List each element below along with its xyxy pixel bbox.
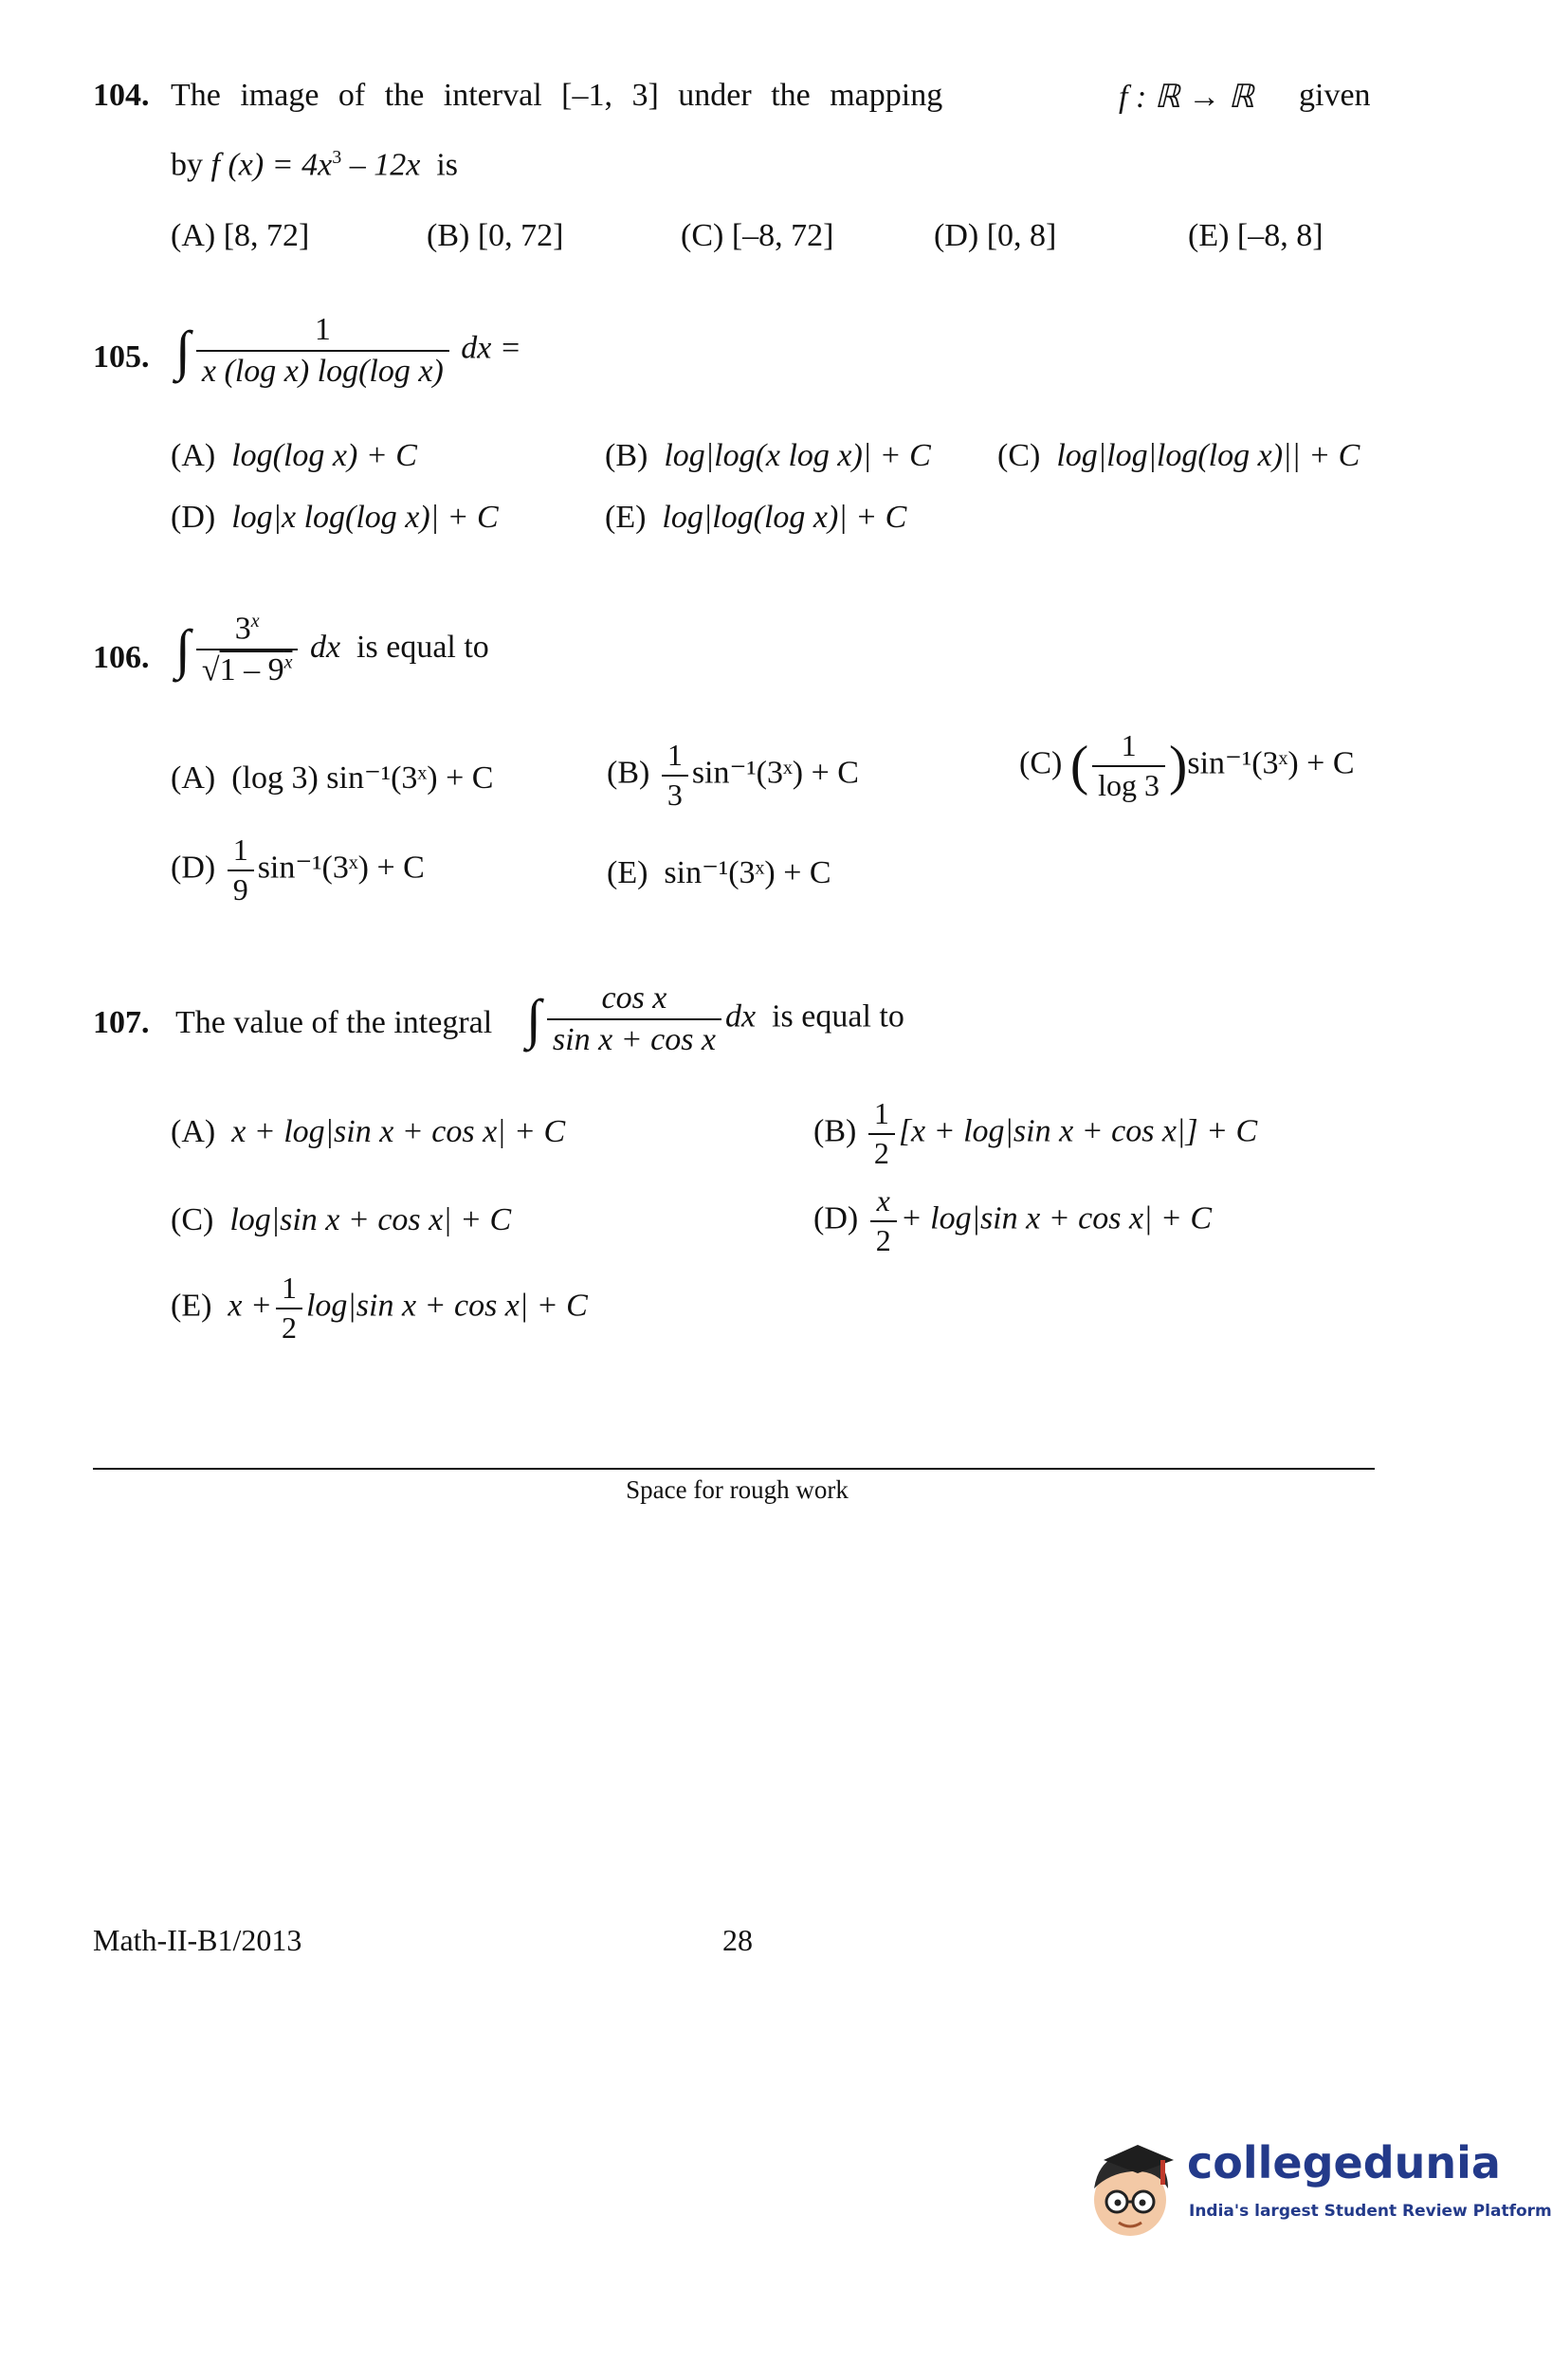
integral-tail-text: is equal to [356, 629, 489, 665]
option-pre: x + [228, 1288, 272, 1324]
option-expr: log|log(x log x)| + C [664, 438, 931, 473]
option-expr: sin⁻¹(3ˣ) + C [691, 755, 859, 791]
numerator: 1 [314, 312, 331, 347]
option-e[interactable]: (E) [–8, 8] [1188, 218, 1324, 253]
option-e[interactable] [607, 853, 831, 891]
student-mascot-icon [1081, 2132, 1185, 2255]
integral-dx: dx [309, 629, 341, 665]
option-label: (C) [1019, 745, 1063, 781]
option-expr: log|x log(log x)| + C [231, 500, 499, 535]
logo-wordmark: collegedunia [1187, 2137, 1501, 2188]
option-label: (E) [605, 500, 647, 535]
option-c[interactable] [997, 438, 1360, 474]
question-text: The value of the integral [175, 1005, 493, 1040]
numerator-base: 3 [234, 611, 251, 647]
option-c[interactable] [171, 1202, 511, 1238]
denominator: sin x + cos x [547, 1018, 721, 1057]
exponent: 3 [332, 147, 342, 168]
question-number: 107. [93, 1005, 150, 1040]
option-d[interactable]: (D) [0, 8] [934, 218, 1057, 253]
option-expr: [x + log|sin x + cos x|] + C [898, 1113, 1258, 1149]
mapping-expr: f : ℝ → ℝ [1119, 80, 1254, 115]
denominator-exponent: x [283, 652, 293, 674]
coef-denominator: 2 [868, 1133, 895, 1170]
option-label: (A) [171, 438, 216, 473]
option-b[interactable]: (B) [0, 72] [427, 218, 564, 253]
option-b[interactable] [813, 1098, 1257, 1169]
option-expr: log|log(log x)| + C [662, 500, 907, 535]
question-text-end: given [1299, 78, 1371, 113]
option-label: (E) [171, 1288, 212, 1324]
option-label: (A) [171, 1114, 216, 1149]
question-number: 105. [93, 339, 150, 375]
option-expr: log|log|log(log x)|| + C [1056, 438, 1360, 473]
option-label: (D) [171, 500, 216, 535]
option-d[interactable] [171, 500, 499, 536]
option-a[interactable]: (A) [8, 72] [171, 218, 310, 253]
option-label: (C) [171, 1202, 214, 1237]
denominator: x (log x) log(log x) [196, 350, 449, 389]
option-expr: log|sin x + cos x| + C [305, 1288, 588, 1324]
rough-work-label: Space for rough work [626, 1475, 849, 1504]
option-a[interactable] [171, 759, 493, 796]
integral-sign: ∫ [175, 319, 191, 381]
coef-denominator: 2 [870, 1220, 897, 1257]
integral-tail-text: is equal to [772, 998, 904, 1034]
coef-denominator: 2 [276, 1308, 302, 1345]
integral-expr [175, 313, 521, 388]
option-a[interactable] [171, 438, 417, 474]
question-line-2 [171, 147, 458, 183]
coef-denominator: log 3 [1092, 765, 1165, 802]
coef-numerator: 1 [1121, 728, 1137, 762]
integral-expr: ∫ $\frac{3^x}{√1 - 9^x}$ dx is equal to [175, 611, 489, 688]
numerator-exponent: x [250, 611, 260, 632]
coef-numerator: 1 [666, 738, 683, 772]
option-a[interactable] [171, 1114, 565, 1150]
collegedunia-logo[interactable] [1081, 2132, 1552, 2255]
question-number: 106. [93, 640, 150, 675]
option-label: (B) [605, 438, 648, 473]
integral-dx: dx [725, 998, 757, 1034]
option-d[interactable] [813, 1185, 1212, 1256]
integral-sign: ∫ [526, 987, 541, 1050]
option-expr: log|sin x + cos x| + C [229, 1202, 512, 1237]
option-label: (A) [171, 760, 216, 796]
numerator: cos x [601, 980, 667, 1016]
option-expr: + log|sin x + cos x| + C [900, 1200, 1213, 1236]
question-text-end: is [436, 147, 458, 183]
option-label: (B) [813, 1113, 857, 1149]
function-expr: f (x) = 4x [210, 147, 333, 183]
option-expr: sin⁻¹(3ˣ) + C [257, 850, 425, 886]
option-expr: sin⁻¹(3ˣ) + C [664, 855, 831, 890]
divider-rule [93, 1468, 1375, 1470]
coef-denominator: 3 [662, 775, 688, 812]
option-b[interactable] [607, 740, 859, 811]
integral-sign: ∫ [175, 618, 191, 681]
option-e[interactable] [171, 1272, 588, 1344]
integral-expr [526, 981, 904, 1056]
question-number: 104. [93, 78, 150, 113]
option-expr: log(log x) + C [231, 438, 417, 473]
coef-numerator: 1 [232, 833, 248, 867]
coef-numerator: 1 [873, 1096, 889, 1130]
option-e[interactable] [605, 500, 906, 536]
coef-numerator: 1 [281, 1271, 297, 1305]
option-label: (D) [813, 1200, 859, 1236]
paper-code: Math-II-B1/2013 [93, 1923, 302, 1957]
page-number: 28 [722, 1923, 753, 1957]
denominator-base: 1 – 9 [219, 652, 284, 688]
option-label: (E) [607, 855, 648, 890]
function-expr-tail: – 12x [341, 147, 421, 183]
option-expr: (log 3) sin⁻¹(3ˣ) + C [231, 760, 494, 796]
question-text: The image of the interval [–1, 3] under the mapping [171, 78, 943, 113]
option-b[interactable] [605, 438, 931, 474]
integral-tail: dx = [461, 330, 521, 366]
coef-denominator: 9 [228, 870, 254, 906]
option-label: (D) [171, 850, 216, 886]
option-c[interactable]: (C) ( $\frac{1}{\log 3}$ )sin⁻¹(3ˣ) + C [1019, 728, 1355, 802]
question-text: by [171, 147, 203, 183]
option-expr: x + log|sin x + cos x| + C [231, 1114, 566, 1149]
option-c[interactable]: (C) [–8, 72] [681, 218, 834, 253]
coef-numerator: x [876, 1183, 890, 1217]
option-expr: sin⁻¹(3ˣ) + C [1187, 745, 1355, 781]
option-label: (C) [997, 438, 1041, 473]
option-label: (B) [607, 755, 650, 791]
logo-tagline: India's largest Student Review Platform [1189, 2202, 1552, 2221]
option-d[interactable] [171, 834, 425, 906]
